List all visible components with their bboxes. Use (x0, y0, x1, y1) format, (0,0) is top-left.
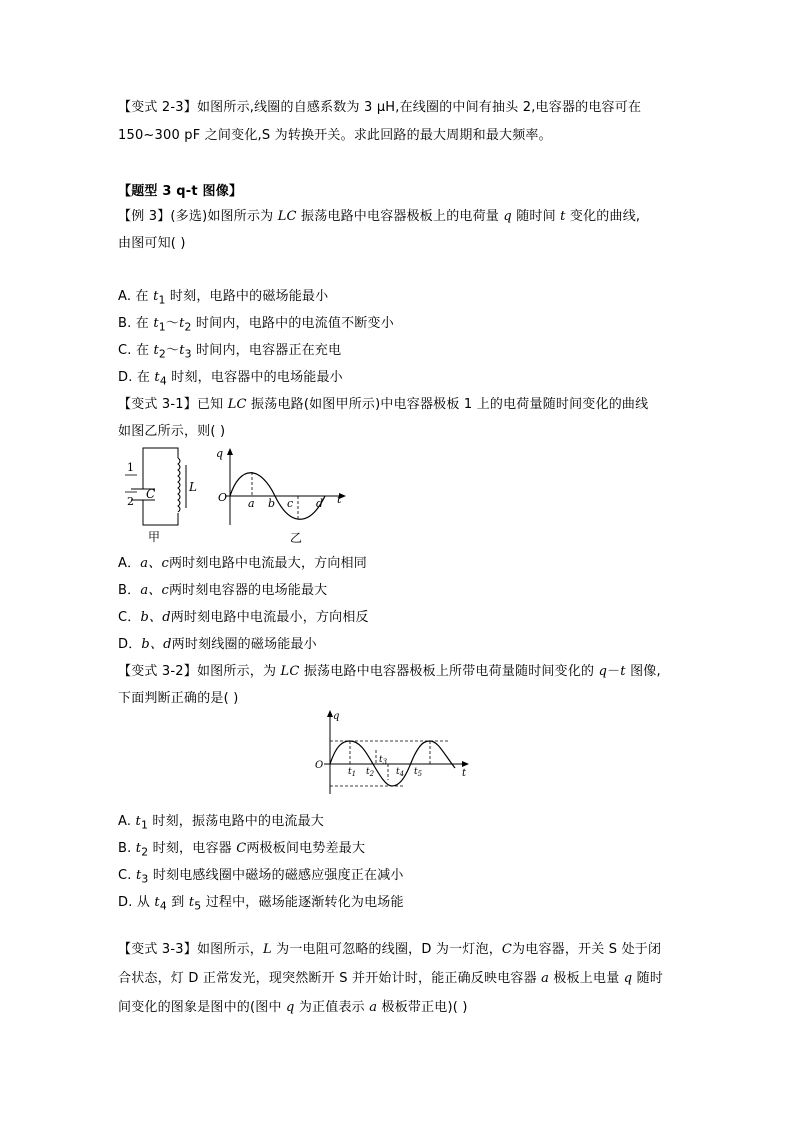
opt-sub: 3 (141, 872, 149, 886)
var32-text: 【变式 3-2】如图所示，为 (118, 664, 281, 679)
opt-text: D. 在 (118, 370, 155, 385)
q-t-graph-yi (225, 448, 346, 525)
var31-option-d (118, 633, 317, 652)
var32-lc: LC (280, 664, 300, 679)
opt-var: t (179, 316, 185, 331)
graph-t3-label: $t_3$ (379, 755, 388, 766)
var33-line3 (118, 996, 468, 1015)
figure-yi-caption: 乙 (290, 531, 303, 545)
opt-text: 时间内，电容器正在充电 (191, 343, 342, 358)
opt-text: B. 在 (118, 316, 154, 331)
opt-text: ～ (166, 343, 180, 358)
opt-var: b、d (140, 610, 171, 625)
var32-text: － (607, 664, 621, 679)
var33-line1 (118, 938, 661, 957)
var33-var: q (623, 971, 633, 986)
inductor-label: L (189, 480, 197, 494)
graph-q-label: q (333, 711, 340, 722)
opt-sub: 5 (194, 899, 202, 913)
var33-text: 为一电阻可忽略的线圈，D 为一灯泡， (271, 942, 502, 957)
var33-var: L (262, 942, 272, 957)
var31-text: 【变式 3-1】已知 (118, 397, 228, 412)
graph-t4-label: $t_4$ (396, 767, 405, 778)
opt-text: 时刻，电路中的磁场能最小 (165, 289, 329, 304)
figure-jia-caption: 甲 (148, 530, 161, 544)
opt-var: a、c (140, 556, 169, 571)
var23-line2: 150~300 pF 之间变化,S 为转换开关。求此回路的最大周期和最大频率。 (118, 128, 552, 143)
var33-text: 合状态，灯 D 正常发光，现突然断开 S 并开始计时，能正确反映电容器 (118, 971, 542, 986)
opt-text: D. 从 (118, 895, 155, 910)
graph-t-label: t (337, 493, 342, 506)
opt-sub: 2 (141, 845, 149, 859)
var32-option-d (118, 891, 404, 913)
graph-q-label: q (216, 447, 224, 460)
opt-text: B. (118, 841, 136, 856)
graph-t5-label: $t_5$ (414, 767, 423, 778)
opt-text: 时刻电感线圈中磁场的磁感应强度正在减小 (148, 868, 404, 883)
ex3-option-c (118, 339, 341, 361)
ex3-option-b (118, 312, 394, 334)
var33-text: 随时 (632, 971, 664, 986)
graph-origin-label: O (218, 491, 228, 504)
opt-text: C. (118, 868, 136, 883)
opt-text: 两极板间电势差最大 (246, 841, 366, 856)
var32-text: 振荡电路中电容器极板上所带电荷量随时间变化的 (299, 664, 599, 679)
var33-var: a (541, 971, 550, 986)
opt-text: 两时刻电路中电流最小，方向相反 (170, 610, 369, 625)
plate1-label: 1 (127, 461, 134, 474)
var33-text: 【变式 3-3】如图所示， (118, 942, 263, 957)
var31-lc: LC (227, 397, 247, 412)
opt-text: 两时刻线圈的磁场能最小 (171, 637, 317, 652)
opt-var: t (188, 895, 195, 910)
opt-text: C． (118, 610, 141, 625)
var32-q-t-graph (310, 710, 480, 796)
lc-circuit (131, 448, 186, 525)
var31-line1 (118, 393, 648, 412)
opt-sub: 1 (140, 818, 149, 832)
plate2-label: 2 (127, 495, 134, 508)
opt-var: t (154, 895, 160, 910)
var31-option-a (118, 552, 367, 571)
graph-t-label: t (462, 768, 467, 779)
var32-text: 图像, (625, 664, 661, 679)
opt-text: ～ (165, 316, 180, 331)
graph-b-label: b (268, 497, 276, 510)
opt-text: 时刻，振荡电路中的电流最大 (148, 814, 324, 829)
graph-t2-label: $t_2$ (366, 767, 375, 778)
opt-sub: 2 (158, 347, 167, 361)
var31-option-b (118, 579, 327, 598)
var31-option-c (118, 606, 369, 625)
opt-var: b、d (141, 637, 172, 652)
var32-option-a (118, 810, 324, 832)
ex3-text: 振荡电路中电容器极板上的电荷量 (296, 209, 504, 224)
opt-text: 时刻，电容器 (148, 841, 237, 856)
opt-text: C. 在 (118, 343, 154, 358)
ex3-lc: LC (277, 209, 297, 224)
opt-var: a、c (140, 583, 169, 598)
var33-var: C (501, 942, 513, 957)
var33-var: a (369, 1000, 378, 1015)
var23-line1: 【变式 2-3】如图所示,线圈的自感系数为 3 μH,在线圈的中间有抽头 2,电容器的电容可在 (118, 100, 642, 115)
opt-sub: 3 (184, 347, 192, 361)
var33-var: q (286, 1000, 295, 1015)
var32-q: q (598, 664, 608, 679)
var31-figure (115, 445, 355, 545)
ex3-line2: 由图可知( ) (118, 236, 186, 251)
var33-text: 极板带正电)( ) (377, 1000, 468, 1015)
ex3-q: q (503, 209, 512, 224)
opt-text: 时间内，电路中的电流值不断变小 (191, 316, 394, 331)
var32-line1 (118, 660, 661, 679)
opt-text: 两时刻电容器的电场能最大 (168, 583, 328, 598)
opt-text: D． (118, 637, 142, 652)
graph-d-label: d (316, 497, 324, 510)
capacitor-label: C (146, 487, 156, 501)
opt-sub: 1 (158, 293, 166, 307)
opt-text: 到 (166, 895, 189, 910)
graph-origin-label: O (315, 760, 324, 771)
opt-sub: 2 (184, 320, 192, 334)
var32-line2: 下面判断正确的是( ) (118, 691, 239, 706)
var32-option-c (118, 864, 404, 886)
opt-text: 两时刻电路中电流最大，方向相同 (168, 556, 367, 571)
opt-var: C (236, 841, 247, 856)
ex3-option-d (118, 366, 343, 388)
var33-text: 为正值表示 (294, 1000, 370, 1015)
graph-c-label: c (287, 497, 294, 510)
ex3-option-a (118, 285, 328, 307)
graph-a-label: a (248, 497, 255, 510)
var33-line2 (118, 967, 663, 986)
var33-text: 为电容器，开关 S 处于闭 (512, 942, 662, 957)
opt-text: A. (118, 814, 136, 829)
opt-text: A. 在 (118, 289, 154, 304)
opt-var: t (135, 814, 141, 829)
opt-text: B． (118, 583, 141, 598)
opt-text: 时刻，电容器中的电场能最小 (166, 370, 343, 385)
ex3-t: t (560, 209, 566, 224)
opt-sub: 4 (159, 899, 167, 913)
ex3-line1 (118, 205, 640, 224)
var32-t: t (620, 664, 626, 679)
var33-text: 极板上电量 (549, 971, 624, 986)
opt-sub: 4 (159, 374, 167, 388)
opt-var: t (153, 316, 159, 331)
opt-sub: 1 (158, 320, 166, 334)
opt-var: t (153, 289, 159, 304)
var31-text: 振荡电路(如图甲所示)中电容器极板 1 上的电荷量随时间变化的曲线 (246, 397, 649, 412)
opt-var: t (179, 343, 185, 358)
ex3-text: 【例 3】(多选)如图所示为 (118, 209, 278, 224)
var33-text: 间变化的图象是图中的(图中 (118, 1000, 287, 1015)
opt-var: t (154, 370, 160, 385)
ex3-text: 变化的曲线, (565, 209, 641, 224)
opt-var: t (135, 841, 142, 856)
opt-text: A． (118, 556, 141, 571)
opt-var: t (135, 868, 142, 883)
var32-option-b (118, 837, 365, 859)
ex3-text: 随时间 (511, 209, 561, 224)
type3-title: 【题型 3 q-t 图像】 (118, 184, 243, 199)
opt-text: 过程中，磁场能逐渐转化为电场能 (201, 895, 404, 910)
graph-t1-label: $t_1$ (348, 767, 357, 778)
var31-line2: 如图乙所示，则( ) (118, 424, 226, 439)
opt-var: t (153, 343, 159, 358)
